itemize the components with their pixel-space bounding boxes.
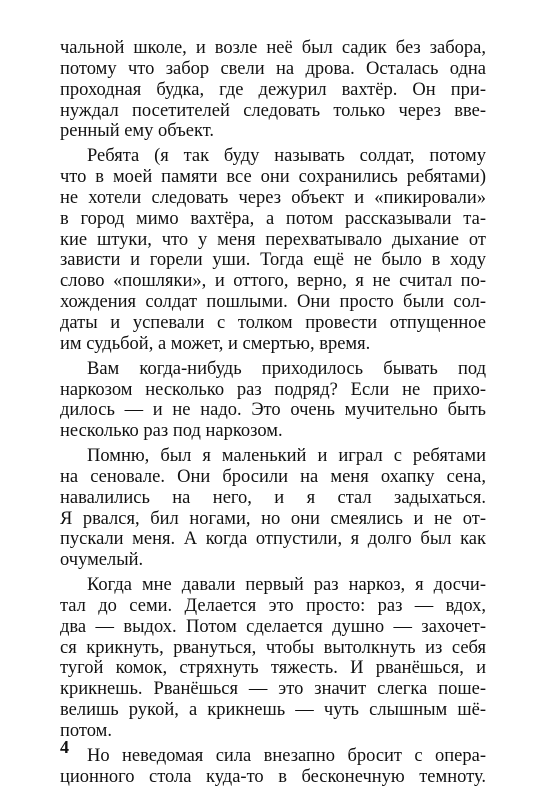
- text-line: Когда мне давали первый раз наркоз, я досчи-: [87, 575, 486, 596]
- paragraph-3: [60, 359, 486, 442]
- text-line: Я рвался, бил ногами, но они смеялись и не от-: [60, 508, 486, 529]
- text-line: хождения солдат пошлыми. Они просто были сол-: [60, 292, 486, 313]
- text-line: потом.: [60, 721, 112, 741]
- text-line: навалились на него, и я стал задыхаться.: [60, 487, 486, 508]
- text-line: Ребята (я так буду называть солдат, потому: [87, 146, 486, 167]
- text-line: наркозом несколько раз подряд? Если не прихо-: [60, 379, 486, 400]
- text-line: зависти и горели уши. Тогда ещё не было в ходу: [60, 250, 486, 271]
- paragraph-2: [60, 146, 486, 354]
- text-line: Вам когда-нибудь приходилось бывать под: [87, 358, 486, 379]
- text-line: тал до семи. Делается это просто: раз — вдох,: [60, 595, 486, 616]
- page-number: 4: [60, 737, 69, 757]
- paragraph-1: [60, 38, 486, 142]
- text-line: кие штуки, что у меня перехватывало дыхание от: [60, 229, 486, 250]
- paragraph-6: [60, 746, 486, 788]
- text-line: им судьбой, а может, и смертью, время.: [60, 333, 371, 354]
- text-line: что в моей памяти все они сохранились ребятами): [60, 167, 486, 188]
- text-line: крикнешь. Рванёшься — это значит слегка поше-: [60, 679, 486, 700]
- text-line: даты и успевали с толком провести отпущенное: [60, 312, 486, 333]
- text-line: ся крикнуть, рвануться, чтобы вытолкнуть из себя: [60, 637, 486, 658]
- text-line: очумелый.: [60, 550, 144, 571]
- text-line: не хотели следовать через объект и «пикировали»: [60, 187, 486, 208]
- paragraph-4: [60, 446, 486, 571]
- text-line: на сеновале. Они бросили на меня охапку сена,: [60, 466, 486, 487]
- text-line: тугой комок, стряхнуть тяжесть. И рванёшься, и: [60, 658, 486, 679]
- text-line: дилось — и не надо. Это очень мучительно быть: [60, 400, 486, 421]
- text-line: ционного стола куда-то в бесконечную темноту.: [60, 766, 486, 787]
- text-line: в город мимо вахтёра, а потом рассказывали та-: [60, 208, 486, 229]
- text-line: ренный ему объект.: [60, 121, 215, 142]
- text-line: слово «пошляки», и оттого, верно, я не считал по-: [60, 271, 486, 292]
- text-line: пускали меня. А когда отпустили, я долго был как: [60, 529, 486, 550]
- text-line: велишь рукой, а крикнешь — чуть слышным шё-: [60, 700, 486, 721]
- text-line: Помню, был я маленький и играл с ребятами: [87, 446, 486, 467]
- text-line: проходная будка, где дежурил вахтёр. Он при-: [60, 79, 486, 100]
- text-line: несколько раз под наркозом.: [60, 421, 283, 442]
- paragraph-5: [60, 575, 486, 742]
- text-line: два — выдох. Потом сделается душно — захочет-: [60, 616, 486, 637]
- text-line: Но неведомая сила внезапно бросит с опера-: [87, 745, 486, 766]
- text-line: чальной школе, и возле неё был садик без забора,: [60, 38, 486, 58]
- text-line: нуждал посетителей следовать только через вве-: [60, 100, 486, 121]
- text-line: потому что забор свели на дрова. Осталась одна: [60, 58, 486, 79]
